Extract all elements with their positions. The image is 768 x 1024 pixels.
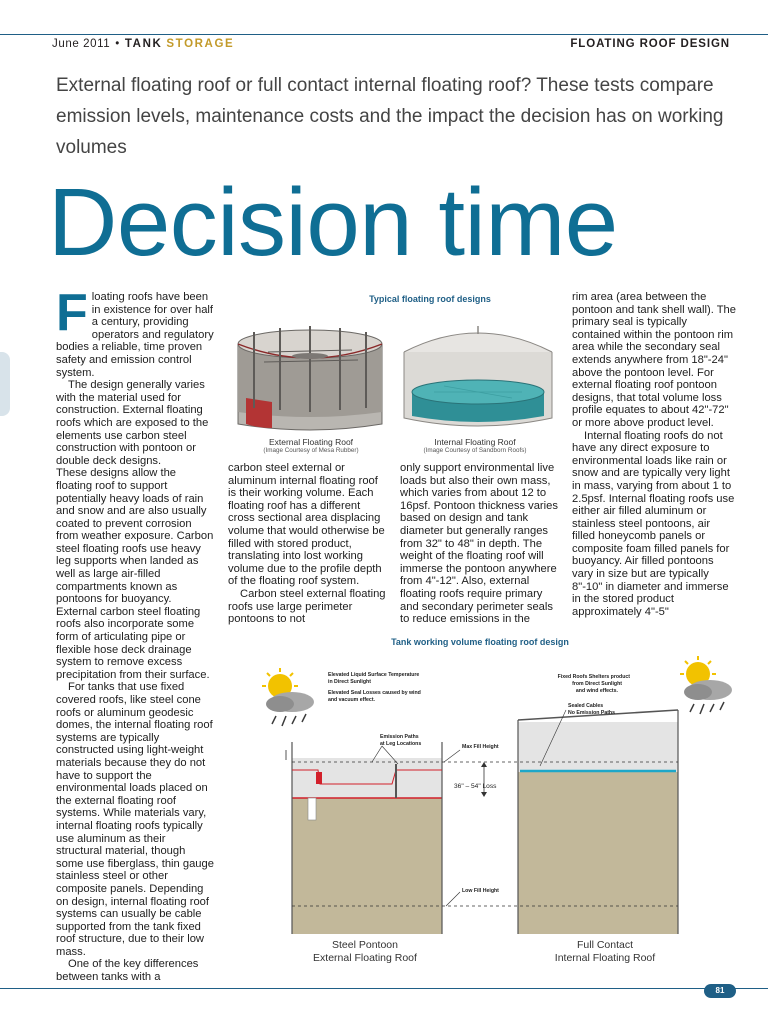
caption-text: External Floating Roof [268,437,354,447]
figure-1-title: Typical floating roof designs [369,294,491,304]
top-rule [0,34,768,35]
external-floating-roof-image [238,326,382,430]
caption-credit: (Image Courtesy of Mesa Rubber) [263,447,359,454]
paragraph: Internal floating roofs do not have any direct exposure to environmental loads like rain or snow and are typically very light in mass, varying from about 1 to 2.5psf. Internal floating roofs use either air filled aluminum or stainless steel pontoons, air filled honeycomb panels or composite foam filled panels for buoyancy. Air filled pontoons vary in size but are typically 8"-10" in diameter and immerse in the stored product approximately 4"-5" [572,429,735,618]
figure-2-diagram [228,650,738,940]
standfirst: External floating roof or full contact internal floating roof? These tests compare emission levels, maintenance costs and the impact the decision has on working volumes [56,75,724,158]
note-right-3: and wind effects. [575,688,618,694]
figure-1-left-caption [236,437,386,454]
loss-label: 36" – 54" Loss [454,783,497,790]
caption-line: Internal Floating Roof [554,952,656,964]
sun-rain-cloud-icon [680,656,732,714]
article-column-1 [56,284,214,984]
no-emission-label: No Emission Paths [568,710,615,716]
section-word-tank: TANK [124,38,163,50]
caption-credit: (Image Courtesy of Sandborn Roofs) [423,447,527,454]
paragraph: For tanks that use fixed covered roofs, like steel cone roofs or aluminum geodesic domes, the internal floating roof systems are typically constructed using light-weight materials because they do not have to support the environmental loads placed on the external floating roof systems. While materials vary, internal floating roofs typically use aluminum as their structural material, though some use fiberglass, thin gauge stainless steel or other composite panels. Depending on design, internal floating roof systems can usually be cable supported from the tank fixed roof structure, due to their low mass. [56,681,214,958]
sun-rain-cloud-icon [262,668,314,726]
article-column-4 [572,291,736,618]
paragraph: Carbon steel external floating roofs use large perimeter pontoons to not [228,587,386,626]
bottom-rule [0,988,768,989]
figure-1-illustrations [228,312,560,436]
left-tank-caption [280,939,450,965]
figure-2-title: Tank working volume floating roof design [391,637,569,647]
paragraph: only support environmental live loads but also their own mass, which varies from about 12 to 16psf. Pontoon thickness varies based on design and tank diameter but generally ranges from 32" to 48" in depth. The weight of the floating roof will immerse the pontoon anywhere from 4"-12". Also, external floating roofs require primary and secondary perimeter seals to reduce emissions in the [400,462,558,626]
headline: Decision time [48,169,618,276]
steel-pontoon-tank [286,742,442,934]
caption-line: External Floating Roof [313,952,417,964]
article-column-3 [400,462,558,626]
right-tank-caption [520,939,690,965]
figure-1-right-caption [400,437,550,454]
paragraph: rim area (area between the pontoon and tank shell wall). The primary seal is typically contained within the pontoon rim area while the secondary seal extends anywhere from 18"-24" above the pontoon level. For external floating roof pontoon designs, that total volume loss profile equates to about 42"-72" or more above product level. [572,291,736,429]
note-left-1: Elevated Liquid Surface Temperature [328,672,420,678]
full-contact-tank [518,710,678,934]
caption-text: Internal Floating Roof [434,437,516,447]
paragraph: These designs allow the floating roof to support potentially heavy loads of rain and snow and are also usually coated to prevent corrosion from weather exposure. Carbon steel floating roofs use heavy leg supports when landed as well as large air-filled compartments known as pontoons for buoyancy. External carbon steel floating roofs also incorporate some form of articulating pipe or flexible hose deck drainage system to remove excess precipitation from their surface. [56,467,214,681]
note-left-4: and vacuum effect. [328,697,375,703]
note-right-2: from Direct Sunlight [572,681,622,687]
paragraph: loating roofs have been in existence for over half a century, providing operators and regulatory bodies a reliable, time proven safety and emission control system. [56,291,214,379]
caption-line: Full Contact [576,939,634,951]
issue-header [52,38,234,50]
note-left-2: in Direct Sunlight [328,679,371,685]
note-right-1: Fixed Roofs Shelters product [557,674,630,680]
paragraph: The design generally varies with the material used for construction. External floating roofs which are exposed to the elements use carbon steel construction with pontoon or double deck designs. [56,379,209,467]
low-fill-label: Low Fill Height [462,888,499,894]
page-edge-tab [0,352,10,416]
emission-paths-label: Emission Paths [380,734,419,740]
issue-date: June 2011 [52,38,111,50]
drop-cap: F [56,284,88,342]
leg-locations-label: at Leg Locations [380,741,422,747]
page-number: 81 [704,984,736,998]
internal-floating-roof-image [404,326,552,426]
paragraph: One of the key differences between tanks with a [56,958,199,984]
header-bullet: • [115,38,120,50]
caption-line: Steel Pontoon [332,939,398,951]
sealed-cables-label: Sealed Cables [568,703,604,709]
category-header: FLOATING ROOF DESIGN [570,38,730,50]
max-fill-label: Max Fill Height [462,744,499,750]
section-word-storage: STORAGE [166,38,235,50]
article-column-2 [228,462,386,626]
note-left-3: Elevated Seal Losses caused by wind [328,690,421,696]
paragraph: carbon steel external or aluminum internal floating roof is their working volume. Each floating roof has a different cross sectional area displacing volume that would otherwise be filled with stored product, translating into lost working volume due to the profile depth of the floating roof system. [228,462,385,588]
